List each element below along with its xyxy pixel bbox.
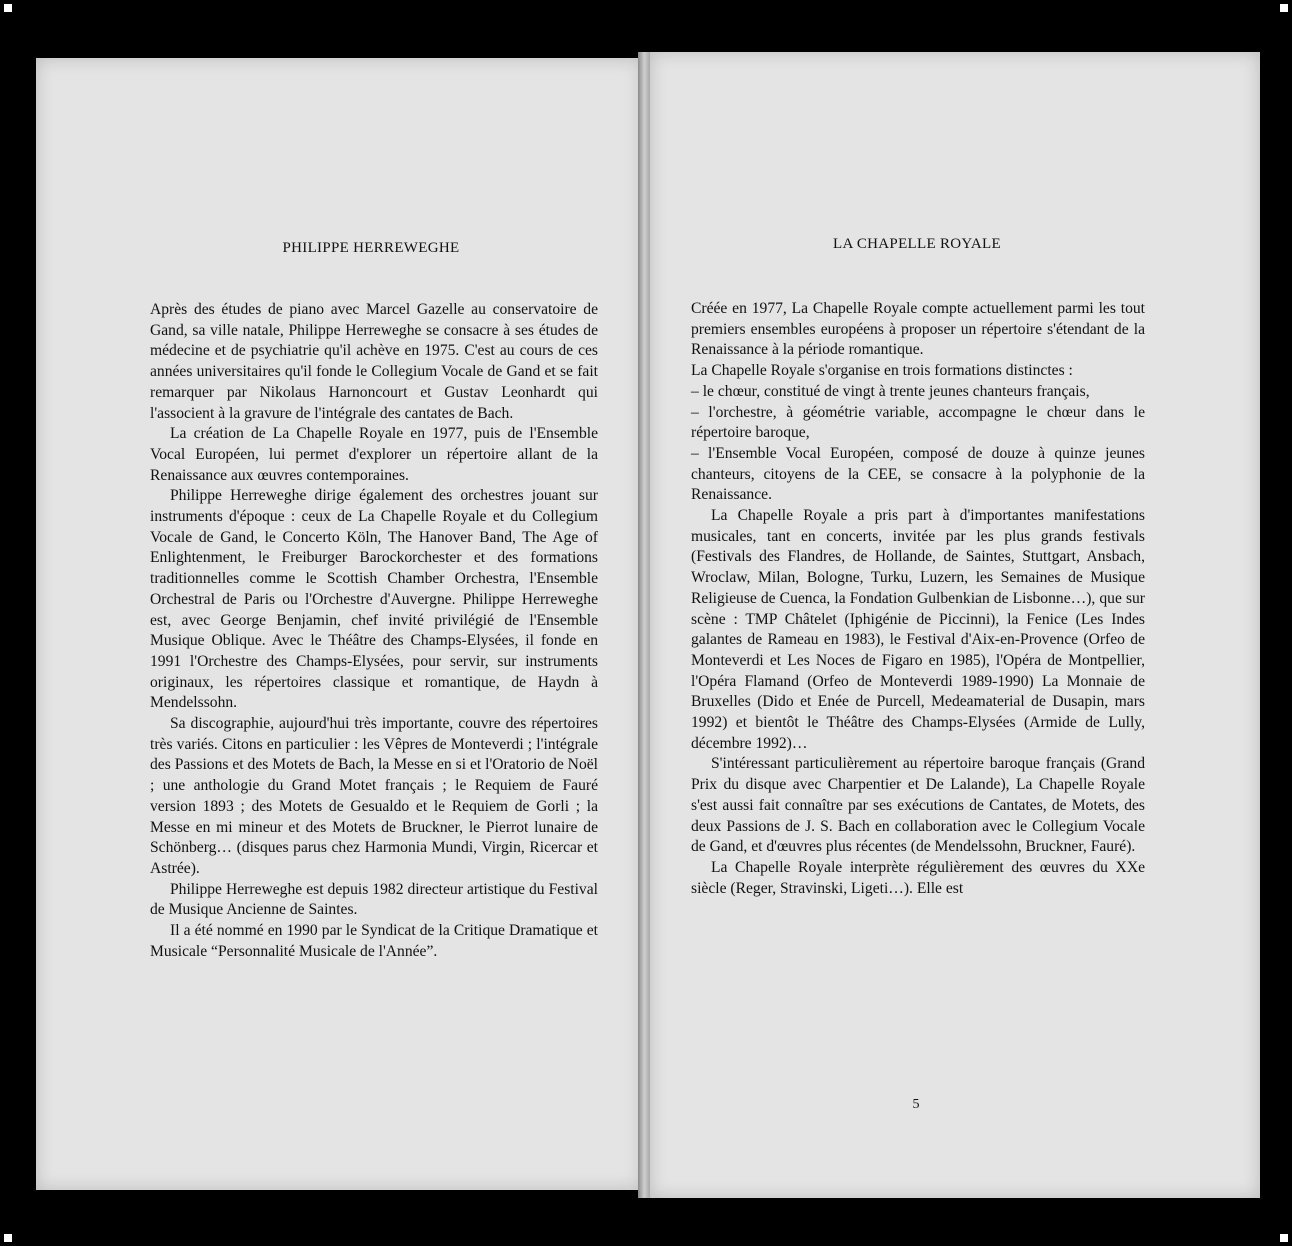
paragraph: La Chapelle Royale interprète régulièrement des œuvres du XXe siècle (Reger, Stravinski, Ligeti…). Elle est <box>691 858 1145 897</box>
paragraph: La Chapelle Royale a pris part à d'importantes manifestations musicales, tant en concerts, invitée par les plus grands festivals (Festivals des Flandres, de Hollande, de Saintes, Stuttgart, Ansbach, Wroclaw, Milan, Bologne, Turku, Luzern, les Semaines de Musique Religieuse de Cuenca, la Fondation Gulbenkian de Lisbonne…), que sur scène : TMP Châtelet (Iphigénie de Piccinni), la Fenice (Les Indes galantes de Rameau en 1983), le Festival d'Aix-en-Provence (Orfeo de Monteverdi et Les Noces de Figaro en 1985), l'Opéra de Montpellier, l'Opéra Flamand (Orfeo de Monteverdi 1989-1990) La Monnaie de Bruxelles (Dido et Enée de Purcell, Medeamaterial de Dusapin, mars 1992) et bientôt le Théâtre des Champs-Elysées (Armide de Lully, décembre 1992)… <box>691 507 1145 752</box>
paragraph: Sa discographie, aujourd'hui très importante, couvre des répertoires très variés. Citons en particulier : les Vêpres de Monteverdi ; l'intégrale des Passions et des Motets de Bach, la Messe en si et l'Oratorio de Noël ; une anthologie du Grand Motet français ; le Requiem de Fauré version 1893 ; des Motets de Gesualdo et le Requiem de Gorli ; la Messe en mi mineur et des Motets de Bruckner, le Pierrot lunaire de Schönberg… (disques parus chez Harmonia Mundi, Virgin, Ricercar et Astrée). <box>150 715 598 877</box>
paragraph: Il a été nommé en 1990 par le Syndicat de la Critique Dramatique et Musicale “Personnalité Musicale de l'Année”. <box>150 922 598 960</box>
right-page-body <box>691 299 1145 899</box>
paragraph: La Chapelle Royale s'organise en trois formations distinctes : <box>691 362 1073 380</box>
scan-corner-mark <box>1280 4 1288 12</box>
paragraph: S'intéressant particulièrement au répertoire baroque français (Grand Prix du disque avec Charpentier et De Lalande), La Chapelle Royale s'est aussi fait connaître par ses exécutions de Cantates, de Motets, des deux Passions de J. S. Bach en collaboration avec le Collegium Vocale de Gand, et d'œuvres plus récentes (de Mendelssohn, Bruckner, Fauré). <box>691 755 1145 856</box>
paragraph: Créée en 1977, La Chapelle Royale compte actuellement parmi les tout premiers ensembles européens à proposer un répertoire s'étendant de la Renaissance à la période romantique. <box>691 300 1145 359</box>
page-number: 5 <box>912 1097 920 1112</box>
paragraph: Philippe Herreweghe dirige également des orchestres jouant sur instruments d'époque : ceux de La Chapelle Royale et du Collegium Vocale de Gand, le Concerto Köln, The Hanover Band, The Age of Enlightenment, le Freiburger Barockorchester et des formations traditionnelles comme le Scottish Chamber Orchestra, l'Ensemble Orchestral de Paris ou l'Orchestre d'Auvergne. Philippe Herreweghe est, avec George Benjamin, chef invité privilégié de l'Ensemble Musique Oblique. Avec le Théâtre des Champs-Elysées, il fonde en 1991 l'Orchestre des Champs-Elysées, pour servir, sur instruments originaux, les répertoires classique et romantique, de Haydn à Mendelssohn. <box>150 487 598 712</box>
paragraph: La création de La Chapelle Royale en 1977, puis de l'Ensemble Vocal Européen, lui permet d'explorer un répertoire allant de la Renaissance aux œuvres contemporaines. <box>150 425 598 484</box>
right-page <box>650 52 1260 1198</box>
scan-corner-mark <box>4 1234 12 1242</box>
list-item: – le chœur, constitué de vingt à trente jeunes chanteurs français, <box>691 382 1090 400</box>
scan-corner-mark <box>1280 1234 1288 1242</box>
left-page <box>36 58 642 1190</box>
left-page-body <box>150 300 598 963</box>
right-page-title: LA CHAPELLE ROYALE <box>833 236 1001 252</box>
list-item: – l'orchestre, à géométrie variable, accompagne le chœur dans le répertoire baroque, <box>691 403 1145 442</box>
paragraph: Philippe Herreweghe est depuis 1982 directeur artistique du Festival de Musique Ancienne de Saintes. <box>150 880 598 919</box>
paragraph: Après des études de piano avec Marcel Gazelle au conservatoire de Gand, sa ville natale, Philippe Herreweghe se consacre à ses études de médecine et de psychiatrie qu'il achève en 1975. C'est au cours de ces années universitaires qu'il fonde le Collegium Vocale de Gand et se fait remarquer par Nikolaus Harnoncourt et Gustav Leonhardt qui l'associent à la gravure de l'intégrale des cantates de Bach. <box>150 301 598 422</box>
scan-corner-mark <box>4 4 12 12</box>
left-page-title: PHILIPPE HERREWEGHE <box>282 240 460 256</box>
list-item: – l'Ensemble Vocal Européen, composé de douze à quinze jeunes chanteurs, citoyens de la CEE, se consacre à la polyphonie de la Renaissance. <box>691 444 1145 504</box>
